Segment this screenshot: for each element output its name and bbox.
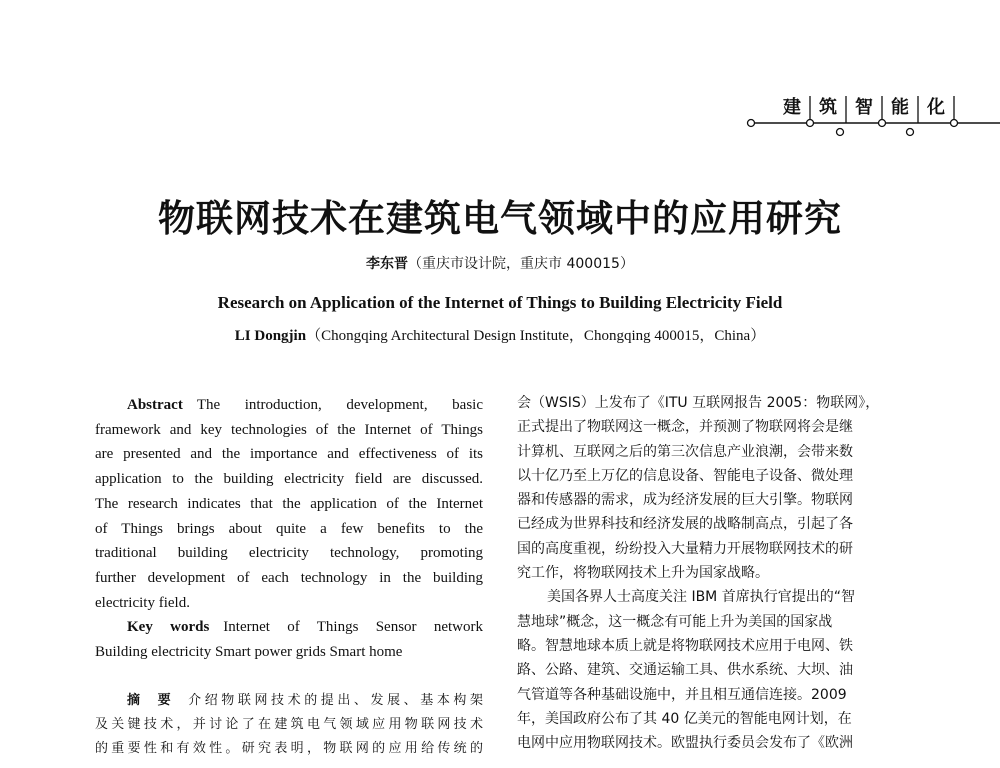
zhaiyao-line-2: 及关键技术，并讨论了在建筑电气领域应用物联网技术 <box>95 717 483 732</box>
banner-char-3: 智 <box>855 97 873 118</box>
zhaiyao-label: 摘要 <box>127 693 189 708</box>
body-line-3: 计算机、互联网之后的第三次信息产业浪潮，会带来数 <box>517 443 853 460</box>
abstract-line-2: framework and key technologies of the Internet of Things <box>95 421 483 438</box>
body-line-8: 究工作，将物联网技术上升为国家战略。 <box>517 565 769 582</box>
body-text <box>517 391 907 755</box>
author-name-cn: 李东晋 <box>366 256 409 272</box>
paper-title-cn: 物联网技术在建筑电气领域中的应用研究 <box>158 197 842 240</box>
author-name-en: LI Dongjin <box>234 328 307 344</box>
abstract-line-4: application to the building electricity field are discussed. <box>95 471 483 488</box>
body-line-1: 会（WSIS）上发布了《ITU 互联网报告 2005：物联网》， <box>517 395 880 411</box>
zhaiyao-line-3: 的重要性和有效性。研究表明，物联网的应用给传统的 <box>95 741 483 756</box>
column-banner <box>742 88 1000 138</box>
keywords-line-1 <box>95 615 483 640</box>
banner-char-1: 建 <box>783 97 801 118</box>
abstract-line-6: of Things brings about quite a few benefits to the <box>95 520 483 537</box>
abstract-label: Abstract <box>127 397 183 413</box>
body-line-10: 慧地球”概念，这一概念有可能上升为美国的国家战 <box>517 613 833 630</box>
abstract-line-9: electricity field. <box>95 594 190 611</box>
author-affiliation-cn: （重庆市设计院，重庆市 400015） <box>408 256 634 272</box>
keywords-label: Key words <box>127 619 210 636</box>
body-line-6: 已经成为世界科技和经济发展的战略制高点，引起了各 <box>517 516 853 533</box>
body-line-11: 略。智慧地球本质上就是将物联网技术应用于电网、铁 <box>517 637 853 654</box>
body-line-14: 年，美国政府公布了其 40 亿美元的智能电网计划，在 <box>517 710 852 727</box>
body-line-2: 正式提出了物联网这一概念，并预测了物联网将会是继 <box>517 419 853 436</box>
author-affiliation-en: （Chongqing Architectural Design Institute，Chongqing 400015，China） <box>306 328 766 344</box>
body-line-12: 路、公路、建筑、交通运输工具、供水系统、大坝、油 <box>517 662 853 679</box>
banner-char-5: 化 <box>927 97 945 118</box>
author-line-en <box>0 324 1000 345</box>
keywords-line-2: Building electricity Smart power grids Smart home <box>95 644 403 661</box>
abstract-line-8: further development of each technology in the building <box>95 569 483 586</box>
banner-char-4: 能 <box>891 97 909 118</box>
abstract-line-1: Abstract The introduction, development, basic <box>127 397 483 413</box>
keywords-text-1: Internet of Things Sensor network <box>223 619 483 636</box>
body-line-15: 电网中应用物联网技术。欧盟执行委员会发布了《欧洲 <box>517 735 853 752</box>
abstract-en <box>95 393 483 665</box>
body-line-5: 器和传感器的需求，成为经济发展的巨大引擎。物联网 <box>517 492 853 509</box>
paper-title-en: Research on Application of the Internet of Things to Building Electricity Field <box>217 293 783 312</box>
body-line-7: 国的高度重视，纷纷投入大量精力开展物联网技术的研 <box>517 540 853 557</box>
body-line-13: 气管道等各种基础设施中，并且相互通信连接。2009 <box>517 686 847 703</box>
abstract-line-7: traditional building electricity technology, promoting <box>95 545 483 562</box>
abstract-line-3: are presented and the importance and effectiveness of its <box>95 446 483 463</box>
abstract-line-5: The research indicates that the application of the Internet <box>95 495 483 512</box>
author-line-cn <box>0 253 1000 273</box>
body-line-4: 以十亿乃至上万亿的信息设备、智能电子设备、微处理 <box>517 467 853 484</box>
abstract-cn <box>95 689 483 761</box>
zhaiyao-line-1: 摘要介绍物联网技术的提出、发展、基本构架 <box>127 693 483 708</box>
banner-char-2: 筑 <box>819 97 837 118</box>
body-line-9: 美国各界人士高度关注 IBM 首席执行官提出的“智 <box>547 589 855 606</box>
